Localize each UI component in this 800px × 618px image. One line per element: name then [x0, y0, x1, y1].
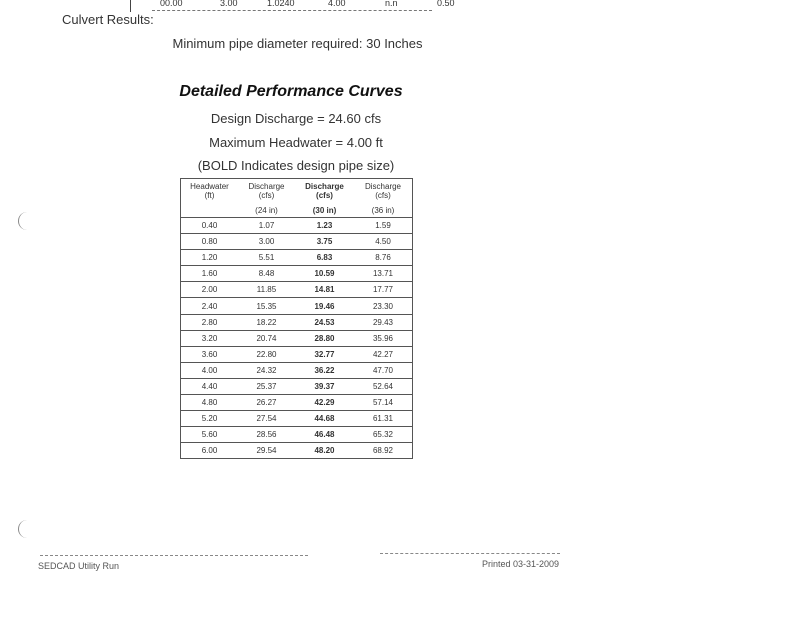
table-cell: 27.54	[238, 411, 295, 427]
table-row	[181, 378, 413, 394]
table-cell: n.n	[385, 0, 398, 8]
table-cell: 3.20	[181, 330, 239, 346]
header-discharge-30: Discharge (cfs)	[295, 179, 354, 204]
table-cell: 22.80	[238, 346, 295, 362]
table-cell: 0.40	[181, 218, 239, 234]
table-cell: 4.40	[181, 378, 239, 394]
table-cell: 48.20	[295, 443, 354, 459]
table-cell: 14.81	[295, 282, 354, 298]
table-cell: 42.29	[295, 395, 354, 411]
table-cell: 1.07	[238, 218, 295, 234]
table-cell: 4.80	[181, 395, 239, 411]
table-row	[181, 443, 413, 459]
table-cell: 35.96	[354, 330, 413, 346]
culvert-results-label: Culvert Results:	[62, 12, 154, 27]
table-header-row	[181, 179, 413, 204]
table-cell: 68.92	[354, 443, 413, 459]
table-row	[181, 330, 413, 346]
table-cell: 19.46	[295, 298, 354, 314]
footer-divider	[380, 553, 560, 554]
table-cell: 00.00	[160, 0, 183, 8]
table-row	[181, 314, 413, 330]
table-cell: 8.76	[354, 250, 413, 266]
table-cell: 3.60	[181, 346, 239, 362]
table-row	[181, 427, 413, 443]
table-cell: 10.59	[295, 266, 354, 282]
table-cell: 15.35	[238, 298, 295, 314]
table-cell: 3.00	[220, 0, 238, 8]
table-row	[181, 282, 413, 298]
max-headwater: Maximum Headwater = 4.00 ft	[209, 135, 383, 150]
table-cell: 29.54	[238, 443, 295, 459]
table-row	[181, 346, 413, 362]
divider	[152, 10, 432, 12]
bold-note: (BOLD Indicates design pipe size)	[197, 158, 395, 173]
table-row	[181, 411, 413, 427]
table-body	[181, 218, 413, 459]
table-cell: 6.83	[295, 250, 354, 266]
performance-table	[180, 178, 413, 459]
table-cell: 32.77	[295, 346, 354, 362]
table-cell: 1.59	[354, 218, 413, 234]
table-cell: 57.14	[354, 395, 413, 411]
size-cell: (30 in)	[295, 203, 354, 218]
table-row	[181, 234, 413, 250]
table-border	[130, 0, 131, 12]
table-cell: 1.0240	[267, 0, 295, 8]
table-cell: 23.30	[354, 298, 413, 314]
table-cell: 2.00	[181, 282, 239, 298]
table-cell: 8.48	[238, 266, 295, 282]
table-cell: 24.32	[238, 362, 295, 378]
footer-program: SEDCAD Utility Run	[38, 561, 120, 571]
footer-divider	[40, 555, 308, 556]
table-row	[181, 395, 413, 411]
table-cell: 28.56	[238, 427, 295, 443]
table-cell: 39.37	[295, 378, 354, 394]
table-cell: 20.74	[238, 330, 295, 346]
table-cell: 1.60	[181, 266, 239, 282]
table-cell: 0.80	[181, 234, 239, 250]
section-title: Detailed Performance Curves	[179, 83, 403, 100]
size-cell: (24 in)	[238, 203, 295, 218]
table-cell: 1.20	[181, 250, 239, 266]
table-cell: 4.00	[328, 0, 346, 8]
table-cell: 44.68	[295, 411, 354, 427]
min-pipe-diameter: Minimum pipe diameter required: 30 Inches	[172, 36, 423, 51]
table-cell: 65.32	[354, 427, 413, 443]
size-cell: (36 in)	[354, 203, 413, 218]
table-cell: 2.80	[181, 314, 239, 330]
table-cell: 4.00	[181, 362, 239, 378]
footer-printed-date: Printed 03-31-2009	[482, 559, 560, 569]
table-cell: 18.22	[238, 314, 295, 330]
table-cell: 46.48	[295, 427, 354, 443]
table-cell: 42.27	[354, 346, 413, 362]
table-cell: 36.22	[295, 362, 354, 378]
table-cell: 17.77	[354, 282, 413, 298]
table-cell: 28.80	[295, 330, 354, 346]
size-cell	[181, 203, 239, 218]
table-cell: 4.50	[354, 234, 413, 250]
table-cell: 5.51	[238, 250, 295, 266]
table-cell: 13.71	[354, 266, 413, 282]
table-cell: 0.50	[437, 0, 455, 8]
table-row	[181, 218, 413, 234]
table-cell: 24.53	[295, 314, 354, 330]
table-cell: 1.23	[295, 218, 354, 234]
table-cell: 3.00	[238, 234, 295, 250]
table-cell: 52.64	[354, 378, 413, 394]
table-cell: 5.60	[181, 427, 239, 443]
table-row	[181, 266, 413, 282]
table-cell: 6.00	[181, 443, 239, 459]
header-discharge-36: Discharge (cfs)	[354, 179, 413, 204]
table-cell: 47.70	[354, 362, 413, 378]
top-table-fragment	[130, 0, 460, 10]
design-discharge: Design Discharge = 24.60 cfs	[210, 111, 382, 126]
table-cell: 29.43	[354, 314, 413, 330]
table-cell: 25.37	[238, 378, 295, 394]
table-cell: 11.85	[238, 282, 295, 298]
table-row	[181, 362, 413, 378]
table-cell: 61.31	[354, 411, 413, 427]
pipe-size-row	[181, 203, 413, 218]
table-cell: 3.75	[295, 234, 354, 250]
punch-hole-mark	[18, 520, 29, 538]
table-row	[181, 298, 413, 314]
header-discharge-24: Discharge (cfs)	[238, 179, 295, 204]
table-cell: 5.20	[181, 411, 239, 427]
header-headwater: Headwater (ft)	[181, 179, 239, 204]
punch-hole-mark	[18, 212, 29, 230]
table-cell: 2.40	[181, 298, 239, 314]
table-row	[181, 250, 413, 266]
table-cell: 26.27	[238, 395, 295, 411]
